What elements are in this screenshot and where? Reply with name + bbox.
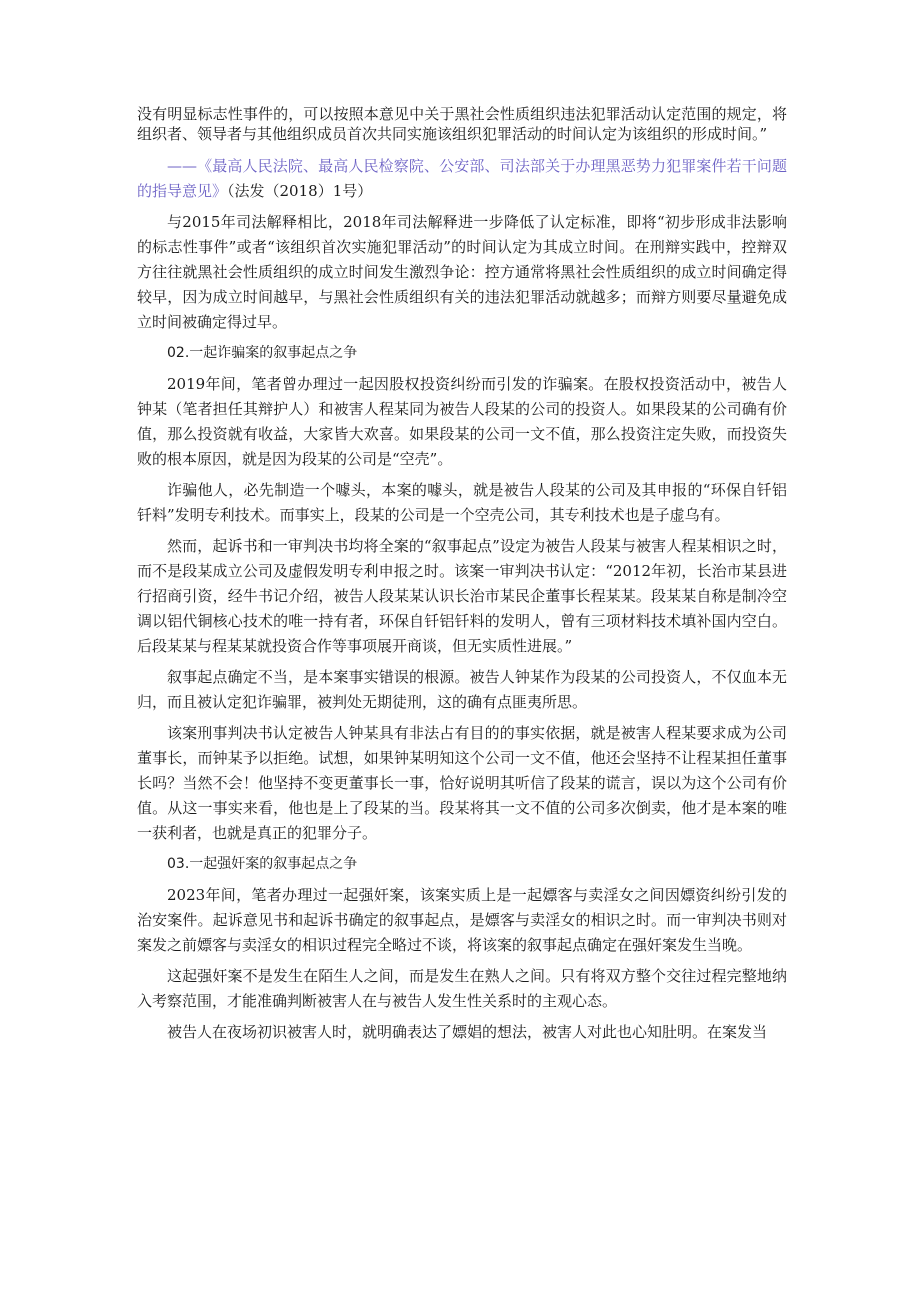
section-heading-03: 03.一起强奸案的叙事起点之争: [167, 856, 358, 872]
paragraph-4: 然而，起诉书和一审判决书均将全案的“叙事起点”设定为被告人段某与被害人程某相识之时，而不是段某成立公司及虚假发明专利申报之时。该案一审判决书认定：“2012年初，长治市某县进行招商引资，经牛书记介绍，被告人段某某认识长治市某民企董事长程某某。段某某自称是制冷空调以铝代铜核心技术的唯一持有者，环保自钎铝钎料的发明人，曾有三项材料技术填补国内空白。后段某某与程某某就投资合作等事项展开商谈，但无实质性进展。”: [137, 537, 787, 655]
citation-link[interactable]: ——《最高人民法院、最高人民检察院、公安部、司法部关于办理黑恶势力犯罪案件若干问题的指导意见》: [137, 157, 787, 200]
paragraph-5: 叙事起点确定不当，是本案事实错误的根源。被告人钟某作为段某的公司投资人，不仅血本无归，而且被认定犯诈骗罪，被判处无期徒刑，这的确有点匪夷所思。: [137, 668, 787, 711]
citation: [137, 154, 787, 204]
section-heading-02: 02.一起诈骗案的叙事起点之争: [167, 345, 358, 361]
paragraph-6: 该案刑事判决书认定被告人钟某具有非法占有目的的事实依据，就是被害人程某要求成为公司董事长，而钟某予以拒绝。试想，如果钟某明知这个公司一文不值，他还会坚持不让程某担任董事长吗？当然不会！他坚持不变更董事长一事，恰好说明其听信了段某的谎言，误以为这个公司有价值。从这一事实来看，他也是上了段某的当。段某将其一文不值的公司多次倒卖，他才是本案的唯一获利者，也就是真正的犯罪分子。: [137, 724, 787, 842]
paragraph-1: 与2015年司法解释相比，2018年司法解释进一步降低了认定标准，即将“初步形成非法影响的标志性事件”或者“该组织首次实施犯罪活动”的时间认定为其成立时间。在刑辩实践中，控辩双方往往就黑社会性质组织的成立时间发生激烈争论：控方通常将黑社会性质组织的成立时间确定得较早，因为成立时间越早，与黑社会性质组织有关的违法犯罪活动就越多；而辩方则要尽量避免成立时间被确定得过早。: [137, 213, 787, 331]
citation-number: （法发（2018）1号）: [227, 182, 373, 200]
paragraph-2: 2019年间，笔者曾办理过一起因股权投资纠纷而引发的诈骗案。在股权投资活动中，被告人钟某（笔者担任其辩护人）和被害人程某同为被告人段某的公司的投资人。如果段某的公司确有价值，那么投资就有收益，大家皆大欢喜。如果段某的公司一文不值，那么投资注定失败，而投资失败的根本原因，就是因为段某的公司是“空壳”。: [137, 375, 787, 468]
paragraph-3: 诈骗他人，必先制造一个噱头，本案的噱头，就是被告人段某的公司及其申报的“环保自钎铝钎料”发明专利技术。而事实上，段某的公司是一个空壳公司，其专利技术也是子虚乌有。: [137, 481, 787, 524]
paragraph-9: 被告人在夜场初识被害人时，就明确表达了嫖娼的想法，被害人对此也心知肚明。在案发当: [167, 1023, 768, 1041]
quote-end: 没有明显标志性事件的，可以按照本意见中关于黑社会性质组织违法犯罪活动认定范围的规定，将组织者、领导者与其他组织成员首次共同实施该组织犯罪活动的时间认定为该组织的形成时间。”: [137, 105, 787, 143]
document-body: [137, 104, 787, 1051]
paragraph-7: 2023年间，笔者办理过一起强奸案，该案实质上是一起嫖客与卖淫女之间因嫖资纠纷引发的治安案件。起诉意见书和起诉书确定的叙事起点，是嫖客与卖淫女的相识之时。而一审判决书则对案发之前嫖客与卖淫女的相识过程完全略过不谈，将该案的叙事起点确定在强奸案发生当晚。: [137, 886, 787, 954]
paragraph-8: 这起强奸案不是发生在陌生人之间，而是发生在熟人之间。只有将双方整个交往过程完整地纳入考察范围，才能准确判断被害人在与被告人发生性关系时的主观心态。: [137, 967, 787, 1010]
